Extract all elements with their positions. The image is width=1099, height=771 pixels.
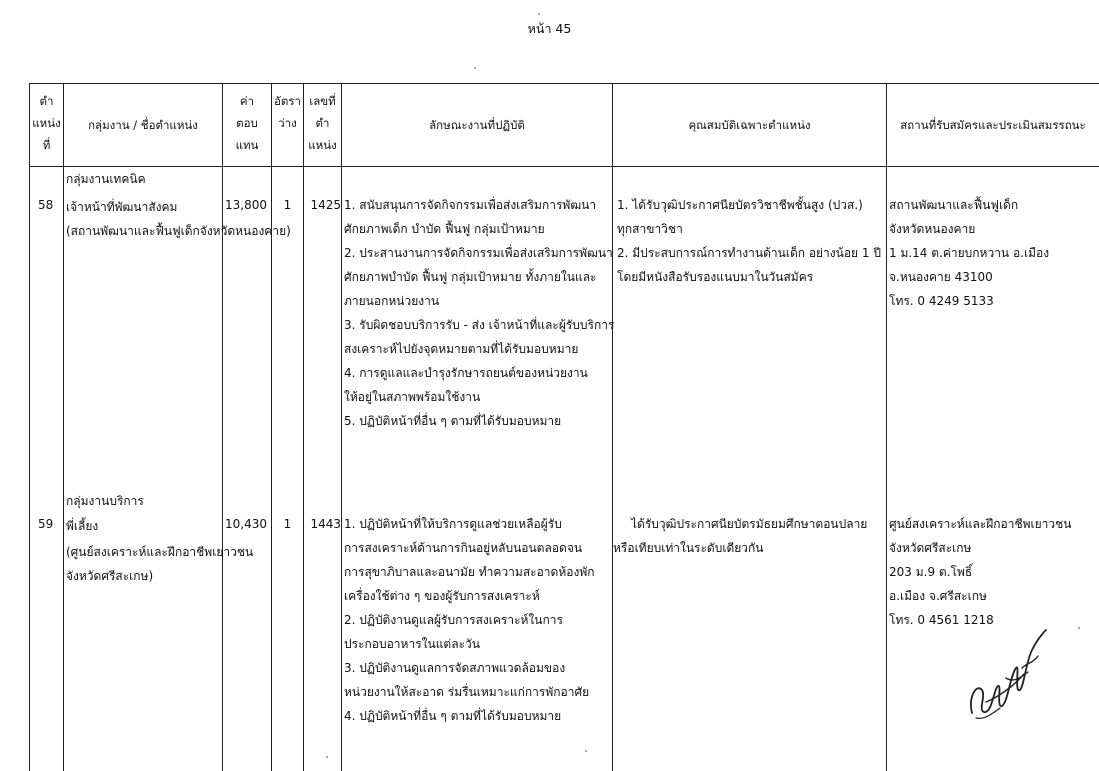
duty-line: 4. การดูแลและบำรุงรักษารถยนต์ของหน่วยงาน bbox=[344, 366, 588, 380]
duties-list bbox=[344, 193, 614, 433]
position-code: 1443 bbox=[310, 517, 341, 531]
header-line: อัตรา bbox=[273, 94, 301, 108]
location-line: โทร. 0 4561 1218 bbox=[889, 613, 994, 627]
qualification-line: ได้รับวุฒิประกาศนียบัตรมัธยมศึกษาตอนปลาย bbox=[631, 517, 868, 531]
position-title: พี่เลี้ยง bbox=[66, 519, 99, 533]
qualification-line: หรือเทียบเท่าในระดับเดียวกัน bbox=[613, 541, 764, 555]
location-line: สถานพัฒนาและฟื้นฟูเด็ก bbox=[889, 198, 1019, 212]
scan-speck bbox=[474, 67, 476, 69]
qualification-line: 2. มีประสบการณ์การทำงานด้านเด็ก อย่างน้อย 1 ปี bbox=[617, 246, 881, 260]
header-duties: ลักษณะงานที่ปฏิบัติ bbox=[429, 118, 525, 132]
signature bbox=[962, 628, 1052, 728]
duty-line: 2. ปฏิบัติงานดูแลผู้รับการสงเคราะห์ในการ bbox=[344, 613, 563, 627]
qualification-line: ทุกสาขาวิชา bbox=[617, 222, 683, 236]
duty-line: ศักยภาพเด็ก บำบัด ฟื้นฟู กลุ่มเป้าหมาย bbox=[344, 222, 545, 236]
column-line bbox=[63, 84, 64, 771]
position-code: 1425 bbox=[310, 198, 341, 212]
location-line: ศูนย์สงเคราะห์และฝึกอาชีพเยาวชน bbox=[889, 517, 1072, 531]
header-line: แทน bbox=[235, 138, 259, 152]
location-list bbox=[889, 512, 1072, 632]
salary-value: 13,800 bbox=[225, 198, 267, 212]
salary-value: 10,430 bbox=[225, 517, 267, 531]
scan-speck bbox=[326, 756, 328, 758]
group-heading: กลุ่มงานเทคนิค bbox=[66, 172, 146, 186]
column-line bbox=[29, 84, 30, 771]
header-vacancy bbox=[272, 90, 303, 134]
duty-line: 3. ปฏิบัติงานดูแลการจัดสภาพแวดล้อมของ bbox=[344, 661, 566, 675]
vacancy-value: 1 bbox=[283, 517, 292, 531]
header-line: ตำ bbox=[315, 116, 330, 130]
header-line: ตำ bbox=[39, 94, 54, 108]
header-line: แหน่ง bbox=[308, 138, 337, 152]
qualifications-list bbox=[613, 512, 867, 560]
duty-line: สงเคราะห์ไปยังจุดหมายตามที่ได้รับมอบหมาย bbox=[344, 342, 579, 356]
location-line: โทร. 0 4249 5133 bbox=[889, 294, 994, 308]
location-line: จังหวัดหนองคาย bbox=[889, 222, 976, 236]
header-position-code bbox=[304, 90, 341, 156]
location-line: อ.เมือง จ.ศรีสะเกษ bbox=[889, 589, 987, 603]
header-position-number bbox=[30, 90, 63, 156]
header-line: ที่ bbox=[42, 138, 51, 152]
row-number: 59 bbox=[38, 517, 54, 531]
position-unit: จังหวัดศรีสะเกษ) bbox=[66, 569, 154, 583]
location-line: จ.หนองคาย 43100 bbox=[889, 270, 993, 284]
header-line: ค่า bbox=[239, 94, 255, 108]
page-number: หน้า 45 bbox=[527, 21, 572, 36]
duties-list bbox=[344, 512, 595, 728]
header-line: แหน่ง bbox=[32, 116, 61, 130]
location-list bbox=[889, 193, 1049, 313]
duty-line: 5. ปฏิบัติหน้าที่อื่น ๆ ตามที่ได้รับมอบหมาย bbox=[344, 414, 562, 428]
duty-line: 3. รับผิดชอบบริการรับ - ส่ง เจ้าหน้าที่และผู้รับบริการ bbox=[344, 318, 615, 332]
header-group-position: กลุ่มงาน / ชื่อตำแหน่ง bbox=[88, 118, 198, 132]
header-location: สถานที่รับสมัครและประเมินสมรรถนะ bbox=[900, 118, 1086, 132]
table-header-rule bbox=[29, 166, 1099, 167]
group-heading: กลุ่มงานบริการ bbox=[66, 494, 144, 508]
position-unit: (สถานพัฒนาและฟื้นฟูเด็กจังหวัดหนองคาย) bbox=[66, 224, 291, 238]
duty-line: 2. ประสานงานการจัดกิจกรรมเพื่อส่งเสริมการพัฒนา bbox=[344, 246, 613, 260]
scan-speck bbox=[585, 750, 587, 752]
duty-line: ประกอบอาหารในแต่ละวัน bbox=[344, 637, 480, 651]
header-salary bbox=[223, 90, 271, 156]
qualification-line: โดยมีหนังสือรับรองแนบมาในวันสมัคร bbox=[617, 270, 814, 284]
position-title: เจ้าหน้าที่พัฒนาสังคม bbox=[66, 200, 178, 214]
row-number: 58 bbox=[38, 198, 54, 212]
duty-line: 1. สนับสนุนการจัดกิจกรรมเพื่อส่งเสริมการพัฒนา bbox=[344, 198, 597, 212]
header-line: ว่าง bbox=[278, 116, 297, 130]
duty-line: การสุขาภิบาลและอนามัย ทำความสะอาดห้องพัก bbox=[344, 565, 595, 579]
column-line bbox=[303, 84, 304, 771]
vacancy-value: 1 bbox=[283, 198, 292, 212]
position-unit: (ศูนย์สงเคราะห์และฝึกอาชีพเยาวชน bbox=[66, 545, 254, 559]
location-line: 203 ม.9 ต.โพธิ์ bbox=[889, 565, 973, 579]
qualifications-list bbox=[617, 193, 881, 289]
scan-speck bbox=[1078, 627, 1080, 629]
duty-line: ศักยภาพบำบัด ฟื้นฟู กลุ่มเป้าหมาย ทั้งภายในและ bbox=[344, 270, 597, 284]
duty-line: ภายนอกหน่วยงาน bbox=[344, 294, 440, 308]
scan-speck bbox=[538, 13, 540, 15]
header-qualifications: คุณสมบัติเฉพาะตำแหน่ง bbox=[688, 118, 811, 132]
duty-line: ให้อยู่ในสภาพพร้อมใช้งาน bbox=[344, 390, 481, 404]
column-line bbox=[222, 84, 223, 771]
location-line: 1 ม.14 ต.ค่ายบกหวาน อ.เมือง bbox=[889, 246, 1050, 260]
column-line bbox=[341, 84, 342, 771]
duty-line: การสงเคราะห์ด้านการกินอยู่หลับนอนตลอดจน bbox=[344, 541, 583, 555]
duty-line: เครื่องใช้ต่าง ๆ ของผู้รับการสงเคราะห์ bbox=[344, 589, 540, 603]
header-line: เลขที่ bbox=[309, 94, 336, 108]
column-line bbox=[271, 84, 272, 771]
table-top-rule bbox=[29, 83, 1099, 84]
qualification-line: 1. ได้รับวุฒิประกาศนียบัตรวิชาชีพชั้นสูง (ปวส.) bbox=[617, 198, 863, 212]
header-line: ตอบ bbox=[236, 116, 258, 130]
column-line bbox=[886, 84, 887, 771]
duty-line: 4. ปฏิบัติหน้าที่อื่น ๆ ตามที่ได้รับมอบหมาย bbox=[344, 709, 562, 723]
location-line: จังหวัดศรีสะเกษ bbox=[889, 541, 972, 555]
duty-line: หน่วยงานให้สะอาด ร่มรื่นเหมาะแก่การพักอาศัย bbox=[344, 685, 590, 699]
duty-line: 1. ปฏิบัติหน้าที่ให้บริการดูแลช่วยเหลือผู้รับ bbox=[344, 517, 562, 531]
